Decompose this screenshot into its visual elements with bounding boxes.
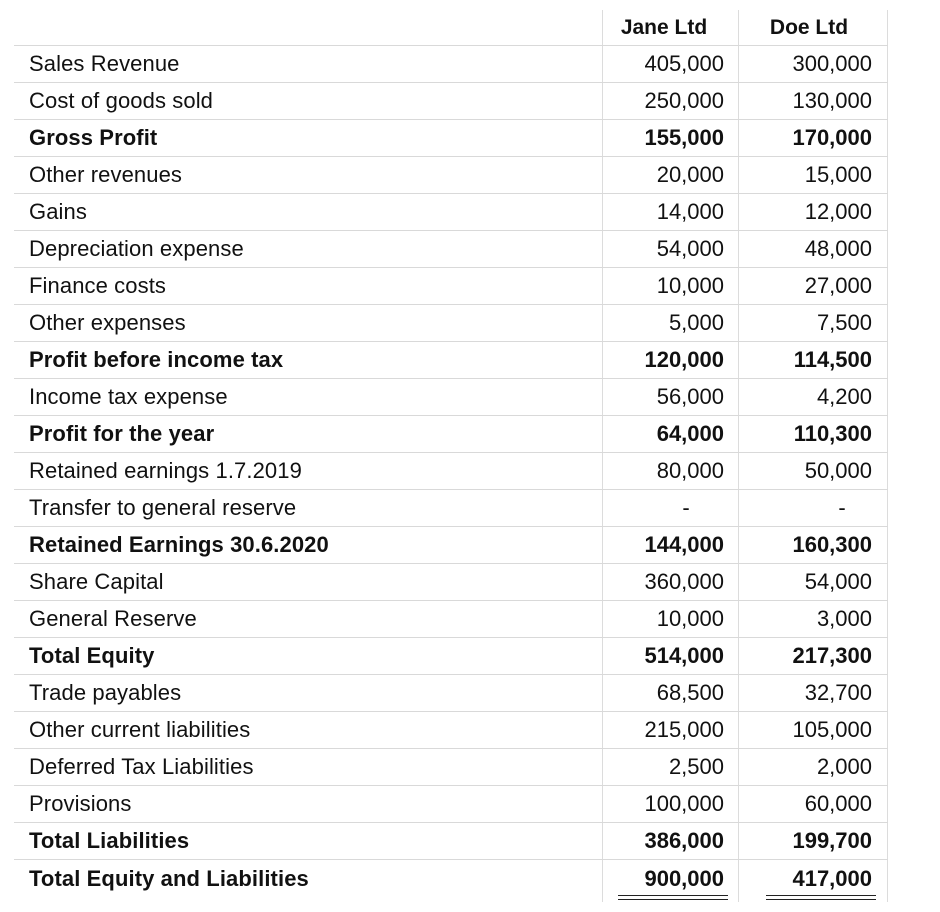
table-row — [14, 194, 888, 231]
table-row — [14, 305, 888, 342]
doe-ltd-value: 199,700 — [792, 828, 872, 853]
row-label: Share Capital — [29, 569, 164, 594]
jane-ltd-value: 5,000 — [668, 310, 724, 335]
jane-ltd-value: 405,000 — [644, 51, 724, 76]
row-label: Total Liabilities — [29, 828, 190, 853]
double-underline-doe — [766, 895, 876, 900]
doe-ltd-value: 170,000 — [792, 125, 872, 150]
row-label: Gains — [29, 199, 87, 224]
table-header-row — [14, 10, 888, 46]
doe-ltd-value: 48,000 — [804, 236, 872, 261]
jane-ltd-value: 100,000 — [644, 791, 724, 816]
row-label: Retained earnings 1.7.2019 — [29, 458, 302, 483]
jane-ltd-value: 144,000 — [644, 532, 724, 557]
row-label: Gross Profit — [29, 125, 158, 150]
column-header-doe: Doe Ltd — [769, 15, 849, 39]
jane-ltd-value: 514,000 — [644, 643, 724, 668]
row-label: General Reserve — [29, 606, 197, 631]
table-row — [14, 120, 888, 157]
jane-ltd-value: 54,000 — [656, 236, 724, 261]
table-row — [14, 416, 888, 453]
column-header-jane: Jane Ltd — [620, 15, 708, 39]
table-row — [14, 342, 888, 379]
row-label: Cost of goods sold — [29, 88, 214, 113]
doe-ltd-value: 50,000 — [804, 458, 872, 483]
financial-statement-table — [14, 10, 888, 897]
jane-ltd-value: 10,000 — [656, 606, 724, 631]
doe-ltd-value: 2,000 — [816, 754, 872, 779]
table-row — [14, 453, 888, 490]
jane-ltd-value: 900,000 — [644, 865, 724, 891]
table-row — [14, 157, 888, 194]
doe-ltd-value: 105,000 — [792, 717, 872, 742]
row-label: Total Equity — [29, 643, 155, 668]
jane-ltd-value: 2,500 — [668, 754, 724, 779]
row-label: Transfer to general reserve — [29, 495, 297, 520]
doe-ltd-value: 3,000 — [816, 606, 872, 631]
row-label: Retained Earnings 30.6.2020 — [29, 532, 329, 557]
table-row — [14, 712, 888, 749]
jane-ltd-value: 215,000 — [644, 717, 724, 742]
doe-ltd-value: 54,000 — [804, 569, 872, 594]
row-label: Sales Revenue — [29, 51, 180, 76]
table-row — [14, 83, 888, 120]
doe-ltd-value: 110,300 — [793, 421, 872, 446]
jane-ltd-value: 68,500 — [656, 680, 724, 705]
row-label: Profit before income tax — [29, 347, 284, 372]
row-label: Other revenues — [29, 162, 183, 187]
doe-ltd-value: 12,000 — [804, 199, 872, 224]
table-row — [14, 46, 888, 83]
table-row — [14, 786, 888, 823]
row-label: Income tax expense — [29, 384, 228, 409]
doe-ltd-value: 32,700 — [804, 680, 872, 705]
row-label: Profit for the year — [29, 421, 215, 446]
doe-ltd-value: 15,000 — [804, 162, 872, 187]
jane-ltd-value: - — [682, 495, 690, 520]
table-row — [14, 231, 888, 268]
doe-ltd-value: 60,000 — [804, 791, 872, 816]
doe-ltd-value: 160,300 — [792, 532, 872, 557]
table-row — [14, 527, 888, 564]
table-body — [14, 46, 888, 897]
jane-ltd-value: 155,000 — [644, 125, 724, 150]
row-label: Total Equity and Liabilities — [29, 865, 309, 891]
table-row — [14, 749, 888, 786]
table-row — [14, 601, 888, 638]
doe-ltd-value: 300,000 — [792, 51, 872, 76]
doe-ltd-value: 217,300 — [792, 643, 872, 668]
row-label: Other current liabilities — [29, 717, 251, 742]
table-row — [14, 379, 888, 416]
jane-ltd-value: 56,000 — [656, 384, 724, 409]
doe-ltd-value: 7,500 — [816, 310, 872, 335]
jane-ltd-value: 80,000 — [656, 458, 724, 483]
jane-ltd-value: 10,000 — [656, 273, 724, 298]
doe-ltd-value: 130,000 — [792, 88, 872, 113]
table-row — [14, 860, 888, 897]
table-row — [14, 823, 888, 860]
table-row — [14, 638, 888, 675]
doe-ltd-value: 4,200 — [816, 384, 872, 409]
jane-ltd-value: 14,000 — [656, 199, 724, 224]
table-row — [14, 675, 888, 712]
row-label: Trade payables — [29, 680, 182, 705]
jane-ltd-value: 20,000 — [656, 162, 724, 187]
row-label: Finance costs — [29, 273, 167, 298]
jane-ltd-value: 120,000 — [644, 347, 724, 372]
doe-ltd-value: - — [838, 495, 846, 520]
table-row — [14, 490, 888, 527]
double-underline-jane — [618, 895, 728, 900]
row-label: Deferred Tax Liabilities — [29, 754, 254, 779]
jane-ltd-value: 360,000 — [644, 569, 724, 594]
table-row — [14, 268, 888, 305]
doe-ltd-value: 417,000 — [792, 865, 872, 891]
jane-ltd-value: 64,000 — [656, 421, 724, 446]
row-label: Provisions — [29, 791, 132, 816]
jane-ltd-value: 386,000 — [644, 828, 724, 853]
row-label: Other expenses — [29, 310, 186, 335]
doe-ltd-value: 114,500 — [793, 347, 872, 372]
jane-ltd-value: 250,000 — [644, 88, 724, 113]
table-row — [14, 564, 888, 601]
doe-ltd-value: 27,000 — [804, 273, 872, 298]
row-label: Depreciation expense — [29, 236, 244, 261]
